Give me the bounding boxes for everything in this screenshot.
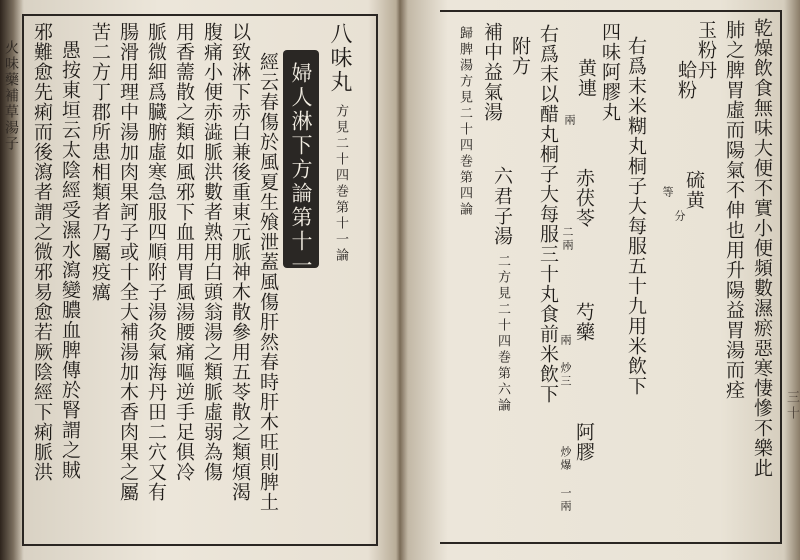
appendix-heading: 附方 (509, 36, 531, 76)
appendix-buzhong: 補中益氣湯 (481, 22, 503, 122)
body-col-2: 以致淋下赤白兼後重東元脈神木散參用五苓散之類煩渴 (229, 22, 251, 502)
note-shaoyao: 兩 炒三 (559, 334, 572, 388)
note-sulfur: 分 (673, 210, 686, 223)
ingredient-shaoyao: 芍藥 (573, 302, 595, 342)
note-clam: 等 (661, 186, 674, 199)
body-col-1: 經云春傷於風夏生飧泄蓋風傷肝然春時肝木旺則脾土 (257, 52, 279, 512)
body-col-4: 用香薷散之類如風邪下血用胃風湯腰痛嘔逆手足俱冷 (173, 22, 195, 482)
edge-text: 火味藥補草湯子 (3, 40, 19, 152)
section-title: 婦人淋下方論第十一 (289, 62, 313, 278)
body-col-8: 愚按東垣云太陰經受濕水瀉變膿血脾傳於腎謂之賊 (59, 40, 81, 480)
right-col-2: 肺之脾胃虛而陽氣不伸也用升陽益胃湯而痊 (723, 20, 745, 400)
note-fuling: 二兩 (561, 226, 574, 252)
header-reference: 方見二十四巻第十一論 (333, 104, 348, 264)
section-title-box (283, 50, 319, 278)
edge-mark: 三十 (784, 390, 799, 422)
ingredient-fuling: 赤茯苓 (573, 168, 595, 228)
note-ejiao: 炒爆 一兩 (559, 446, 572, 513)
right-edge-rule (780, 10, 782, 544)
ingredient-clam: 蛤粉 (675, 60, 697, 100)
body-col-6: 腸滑用理中湯加肉果訶子或十全大補湯加木香肉果之屬 (117, 22, 139, 502)
appendix-reference-1: 二方見二十四巻第六論 (495, 254, 510, 414)
formula-title-yufen: 玉粉丹 (695, 20, 717, 80)
ingredient-ejiao: 阿膠 (573, 422, 595, 462)
right-page (400, 0, 800, 560)
note-huanglian: 兩 (563, 114, 576, 127)
body-col-9: 邪難愈先痢而後瀉者謂之微邪易愈若厥陰經下痢脈洪 (31, 22, 53, 482)
ingredient-sulfur: 硫黄 (683, 170, 705, 210)
appendix-guipi: 歸脾湯方見二十四巻第四論 (457, 26, 472, 218)
body-col-5: 脈微細爲臓腑虛寒急服四順附子湯灸氣海丹田二穴又有 (145, 22, 167, 502)
body-col-7: 苦二方丁郡所患相類者乃屬疫癘 (89, 22, 111, 302)
formula-title-ejiao: 四味阿膠丸 (599, 22, 621, 122)
appendix-liujunzi: 六君子湯 (491, 166, 513, 246)
instruction-ejiao: 右爲末以醋丸桐子大每服三十丸食前米飲下 (537, 24, 559, 404)
header-title: 八味丸 (327, 22, 352, 94)
ingredient-huanglian: 黄連 (575, 58, 597, 98)
previous-page-edge (0, 0, 22, 560)
instruction-yufen: 右爲末米糊丸桐子大每服五十九用米飲下 (625, 36, 647, 396)
body-col-3: 腹痛小便赤澁脈洪數者熟用白頭翁湯之類脈虛弱為傷 (201, 22, 223, 482)
right-col-1: 乾燥飲食無味大便不實小便頻數濕瘀惡寒悽慘不樂此 (751, 18, 773, 478)
